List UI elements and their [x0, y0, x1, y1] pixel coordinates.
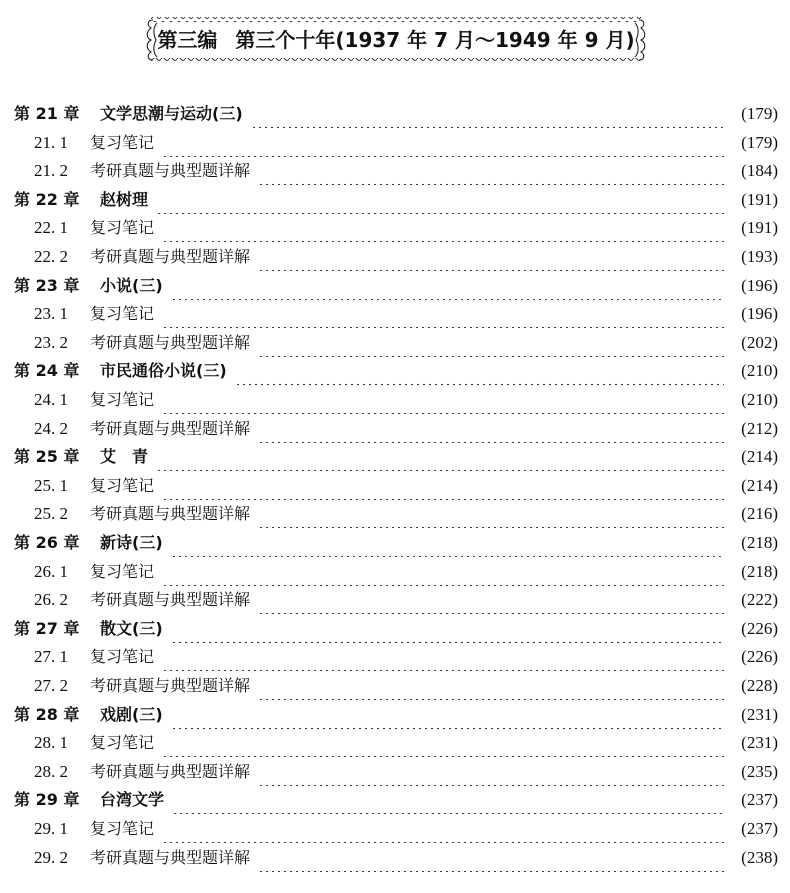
section-title: 考研真题与典型题详解 — [90, 590, 251, 610]
page-number: (237) — [741, 819, 778, 838]
page-number: (235) — [741, 761, 778, 781]
page-number: (214) — [741, 447, 778, 467]
dot-leader — [156, 186, 724, 214]
toc-chapter-entry[interactable] — [0, 357, 790, 385]
section-title: 考研真题与典型题详解 — [90, 247, 251, 266]
dot-leader — [258, 329, 724, 357]
chapter-title: 散文(三) — [100, 618, 163, 638]
toc-chapter-entry[interactable] — [0, 529, 790, 557]
toc-section-entry[interactable] — [0, 672, 790, 700]
dot-leader — [172, 786, 724, 814]
dot-leader — [235, 357, 724, 385]
toc-chapter-entry[interactable] — [0, 186, 790, 214]
toc-chapter-entry[interactable] — [0, 272, 790, 300]
chapter-number: 第 28 章 — [14, 704, 80, 724]
chapter-title: 赵树理 — [100, 189, 149, 209]
page-number: (216) — [741, 504, 778, 524]
page-number: (179) — [741, 104, 778, 123]
page-number: (191) — [741, 189, 778, 209]
chapter-title: 市民通俗小说(三) — [100, 361, 227, 381]
dot-leader — [162, 558, 724, 586]
chapter-number: 第 23 章 — [14, 275, 80, 295]
section-number: 23. 1 — [34, 304, 68, 324]
section-title: 考研真题与典型题详解 — [90, 332, 251, 352]
page-number: (210) — [741, 361, 778, 381]
section-number: 22. 1 — [34, 218, 68, 238]
section-title: 复习笔记 — [90, 819, 155, 838]
section-title: 复习笔记 — [90, 733, 155, 753]
page-number: (226) — [741, 647, 778, 667]
dot-leader — [258, 844, 724, 872]
toc-section-entry[interactable] — [0, 243, 790, 271]
toc-section-entry[interactable] — [0, 844, 790, 872]
section-title: 考研真题与典型题详解 — [90, 161, 251, 181]
dot-leader — [162, 643, 724, 671]
section-title: 复习笔记 — [90, 390, 155, 409]
page-number: (193) — [741, 247, 778, 266]
dot-leader — [162, 729, 724, 757]
section-title: 考研真题与典型题详解 — [90, 504, 251, 524]
dot-leader — [171, 529, 724, 557]
chapter-number: 第 24 章 — [14, 361, 80, 381]
toc-section-entry[interactable] — [0, 415, 790, 443]
chapter-number: 第 22 章 — [14, 189, 80, 209]
dot-leader — [162, 815, 724, 843]
toc-section-entry[interactable] — [0, 472, 790, 500]
dot-leader — [258, 758, 724, 786]
page-number: (228) — [741, 676, 778, 695]
page-number: (214) — [741, 475, 778, 495]
dot-leader — [162, 300, 724, 328]
section-title: 复习笔记 — [90, 132, 155, 152]
chapter-title: 新诗(三) — [100, 533, 163, 552]
dot-leader — [258, 243, 724, 271]
page-number: (196) — [741, 275, 778, 295]
dot-leader — [171, 701, 724, 729]
page-number: (226) — [741, 618, 778, 638]
section-number: 23. 2 — [34, 332, 68, 352]
page-number: (231) — [741, 704, 778, 724]
section-title: 复习笔记 — [90, 475, 155, 495]
chapter-title: 台湾文学 — [100, 790, 165, 810]
page-number: (202) — [741, 332, 778, 352]
dot-leader — [258, 672, 724, 700]
chapter-title: 戏剧(三) — [100, 704, 163, 724]
dot-leader — [258, 500, 724, 528]
page-number: (222) — [741, 590, 778, 610]
toc-section-entry[interactable] — [0, 129, 790, 157]
dot-leader — [251, 100, 724, 128]
section-number: 26. 2 — [34, 590, 68, 610]
section-number: 27. 2 — [34, 676, 68, 695]
dot-leader — [258, 415, 724, 443]
page-number: (179) — [741, 132, 778, 152]
toc-section-entry[interactable] — [0, 300, 790, 328]
section-title: 考研真题与典型题详解 — [90, 676, 251, 695]
chapter-number: 第 27 章 — [14, 618, 80, 638]
section-title: 复习笔记 — [90, 218, 155, 238]
page-number: (218) — [741, 561, 778, 581]
toc-section-entry[interactable] — [0, 558, 790, 586]
dot-leader — [162, 129, 724, 157]
chapter-number: 第 25 章 — [14, 447, 80, 467]
section-title: 复习笔记 — [90, 647, 155, 667]
section-number: 25. 1 — [34, 475, 68, 495]
section-number: 28. 2 — [34, 761, 68, 781]
page-number: (212) — [741, 418, 778, 438]
chapter-number: 第 21 章 — [14, 104, 80, 123]
toc-section-entry[interactable] — [0, 386, 790, 414]
section-number: 22. 2 — [34, 247, 68, 266]
chapter-title: 艾 青 — [100, 447, 149, 467]
page-number: (184) — [741, 161, 778, 181]
section-number: 29. 1 — [34, 819, 68, 838]
toc-section-entry[interactable] — [0, 214, 790, 242]
chapter-title: 小说(三) — [100, 275, 163, 295]
part-heading — [145, 27, 647, 53]
toc-section-entry[interactable] — [0, 729, 790, 757]
toc-section-entry[interactable] — [0, 758, 790, 786]
dot-leader — [171, 615, 724, 643]
part-header — [145, 14, 647, 66]
dot-leader — [162, 214, 724, 242]
page-number: (196) — [741, 304, 778, 324]
section-number: 29. 2 — [34, 847, 68, 867]
toc-section-entry[interactable] — [0, 586, 790, 614]
section-title: 复习笔记 — [90, 561, 155, 581]
section-title: 考研真题与典型题详解 — [90, 761, 251, 781]
toc-section-entry[interactable] — [0, 643, 790, 671]
part-title: 第三个十年(1937 年 7 月～1949 年 9 月) — [235, 28, 635, 52]
toc-chapter-entry[interactable] — [0, 701, 790, 729]
toc-chapter-entry[interactable] — [0, 615, 790, 643]
section-number: 21. 2 — [34, 161, 68, 181]
section-title: 考研真题与典型题详解 — [90, 847, 251, 867]
part-label: 第三编 — [157, 28, 218, 52]
dot-leader — [258, 586, 724, 614]
section-number: 24. 1 — [34, 390, 68, 409]
page-number: (238) — [741, 847, 778, 867]
chapter-title: 文学思潮与运动(三) — [100, 104, 243, 123]
section-number: 27. 1 — [34, 647, 68, 667]
toc-chapter-entry[interactable] — [0, 786, 790, 814]
toc-section-entry[interactable] — [0, 329, 790, 357]
section-number: 21. 1 — [34, 132, 68, 152]
toc-chapter-entry[interactable] — [0, 100, 790, 128]
dot-leader — [162, 472, 724, 500]
dot-leader — [171, 272, 724, 300]
toc-section-entry[interactable] — [0, 500, 790, 528]
section-number: 26. 1 — [34, 561, 68, 581]
page-number: (210) — [741, 390, 778, 409]
page-number: (191) — [741, 218, 778, 238]
section-title: 考研真题与典型题详解 — [90, 418, 251, 438]
toc-section-entry[interactable] — [0, 157, 790, 185]
dot-leader — [258, 157, 724, 185]
chapter-number: 第 26 章 — [14, 533, 80, 552]
toc-chapter-entry[interactable] — [0, 443, 790, 471]
section-number: 28. 1 — [34, 733, 68, 753]
page-number: (218) — [741, 533, 778, 552]
section-number: 24. 2 — [34, 418, 68, 438]
section-number: 25. 2 — [34, 504, 68, 524]
dot-leader — [162, 386, 724, 414]
section-title: 复习笔记 — [90, 304, 155, 324]
page-number: (237) — [741, 790, 778, 810]
page-number: (231) — [741, 733, 778, 753]
chapter-number: 第 29 章 — [14, 790, 80, 810]
toc-section-entry[interactable] — [0, 815, 790, 843]
dot-leader — [156, 443, 724, 471]
